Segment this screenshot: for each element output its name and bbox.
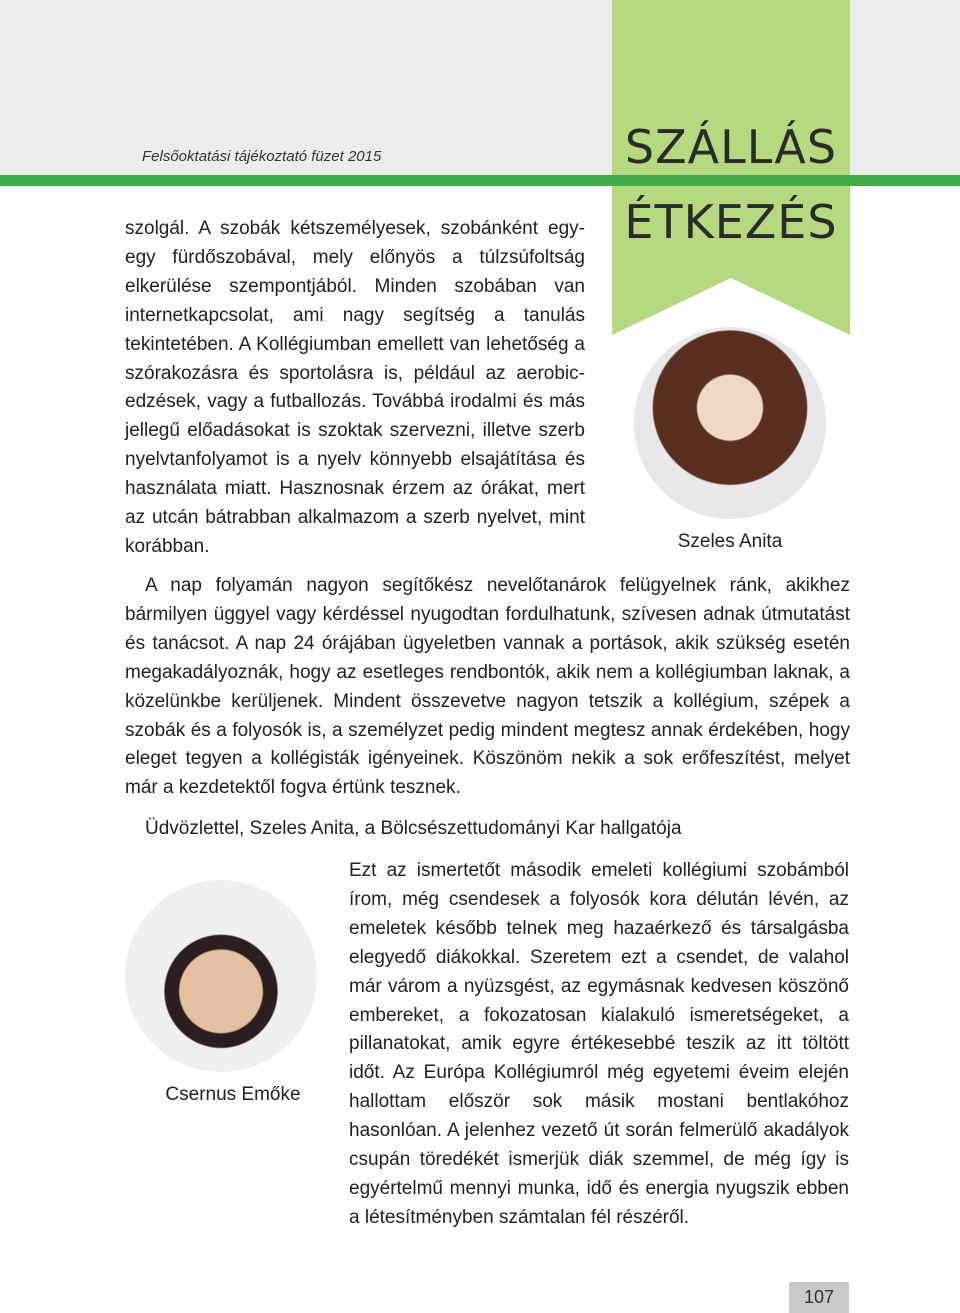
page-number: 107 bbox=[789, 1282, 849, 1313]
body-paragraph-1: szolgál. A szobák kétszemélyesek, szobánként egy-egy fürdőszobával, mely előnyös a túlzsúfoltság elkerülése szempontjából. Minden szobában van internetkapcsolat, ami nagy segítség a tanulás tekintetében. A Kollégiumban emellett van lehetőség a szórakozásra és sportolásra is, például az aerobic-edzések, vagy a futballozás. Továbbá irodalmi és más jellegű előadásokat is szoktak szervezni, illetve szerb nyelvtanfolyamot is a nyelv könnyebb elsajátítása és használata miatt. Hasznosnak érzem az órákat, mert az utcán bátrabban alkalmazom a szerb nyelvet, mint korábban. bbox=[125, 218, 585, 557]
signature-line: Üdvözlettel, Szeles Anita, a Bölcsészettudományi Kar hallgatója bbox=[145, 818, 682, 839]
body-paragraph-2: A nap folyamán nagyon segítőkész nevelőtanárok felügyelnek ránk, akikhez bármilyen üggyel vagy kérdéssel nyugodtan fordulhatunk, szívesen adnak útmutatást és tanácsot. A nap 24 órájában ügyeletben vannak a portások, akik szükség esetén megakadályoznák, hogy az esetleges rendbontók, akik nem a kollégiumban laknak, a közelünkbe kerüljenek. Mindent összevetve nagyon tetszik a kollégium, szépek a szobák és a folyosók is, a személyzet pedig mindent megtesz annak érdekében, hogy eleget tegyen a kollégisták igényeinek. Köszönöm nekik a sok erőfeszítést, melyet már a kezdetektől fogva értünk tesznek. bbox=[125, 575, 850, 799]
section-title-line2: ÉTKEZÉS bbox=[624, 195, 838, 249]
section-title-line1: SZÁLLÁS bbox=[624, 120, 838, 174]
portrait-photo-csernus-emoke bbox=[125, 880, 317, 1072]
running-head: Felsőoktatási tájékoztató füzet 2015 bbox=[142, 148, 382, 165]
photo-caption-2: Csernus Emőke bbox=[165, 1084, 301, 1105]
photo-caption-1: Szeles Anita bbox=[677, 531, 783, 552]
portrait-photo-szeles-anita bbox=[634, 327, 826, 519]
header-rule bbox=[0, 175, 960, 186]
body-paragraph-3: Ezt az ismertetőt második emeleti kollégiumi szobámból írom, még csendesek a folyosók kora délután lévén, az emeletek később telnek meg hazaérkező és társalgásba elegyedő diákokkal. Szeretem ezt a csendet, de valahol már várom a nyüzsgést, az egymásnak kedvesen köszönő embereket, a fokozatosan kialakuló ismeretségeket, a pillanatokat, amik egyre értékesebbé teszik az itt töltött időt. Az Európa Kollégiumról még egyetemi éveim elején hallottam először sok másik mostani bentlakóhoz hasonlóan. A jelenhez vezető út során felmerülő akadályok csupán töredékét ismerjük diák szemmel, de még így is egyértelmű mennyi munka, idő és energia nyugszik ebben a létesítményben számtalan fél részéről. bbox=[349, 860, 849, 1228]
